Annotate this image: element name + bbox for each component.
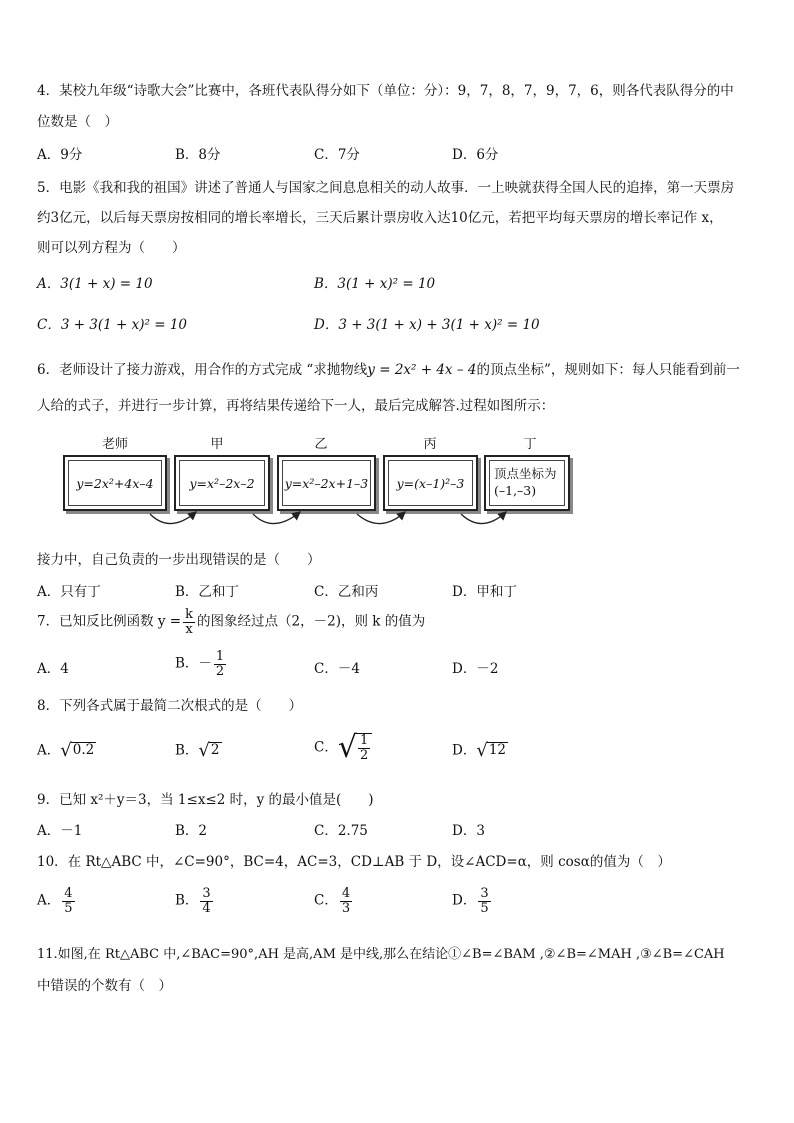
q8-option-c — [314, 730, 372, 765]
relay-formula-yi: y=x²–2x+1–3 — [282, 460, 371, 506]
q4-line1: 4．某校九年级“诗歌大会”比赛中，各班代表队得分如下（单位：分）：9，7，8，7，9，7，6，则各代表队得分的中 — [37, 83, 734, 99]
relay-name-teacher: 老师 — [101, 437, 128, 452]
q6-option-a: A．只有丁 — [37, 584, 101, 600]
relay-arrow-4 — [461, 512, 506, 524]
q6-option-b: B．乙和丁 — [175, 584, 239, 600]
q9-option-b: B．2 — [175, 823, 208, 839]
q10-option-a-num: 4 — [64, 886, 73, 901]
q10-option-d-num: 3 — [480, 886, 489, 901]
q7-option-b — [175, 650, 228, 678]
q10-option-a-den: 5 — [64, 900, 73, 916]
q7-option-a: A．4 — [37, 661, 69, 677]
q10-option-d-label: D． — [452, 892, 477, 909]
q6-parabola-equation: y = 2x² + 4x – 4 — [367, 362, 477, 378]
q10-option-c-den: 3 — [341, 900, 351, 916]
q6-question: 接力中，自己负责的一步出现错误的是（ ） — [37, 552, 321, 568]
q6-option-c: C．乙和丙 — [314, 584, 379, 600]
q10-option-c — [314, 887, 354, 915]
q10-option-b-num: 3 — [202, 886, 211, 901]
q8-option-c-label: C． — [314, 739, 338, 756]
q10-option-b-den: 4 — [202, 900, 211, 916]
q6-option-d: D．甲和丁 — [452, 584, 517, 600]
relay-name-yi: 乙 — [314, 437, 328, 452]
q9-option-d: D．3 — [452, 823, 485, 839]
relay-name-bing: 丙 — [423, 437, 437, 452]
q5-option-d: D．3 + 3(1 + x) + 3(1 + x)² = 10 — [314, 317, 540, 333]
q7-stem — [37, 608, 758, 636]
q8-option-b-label: B． — [175, 742, 199, 759]
q4-line2: 位数是（ ） — [37, 114, 118, 130]
q8-option-a — [37, 742, 96, 760]
q10-option-a — [37, 887, 77, 915]
q7-prefix: 7．已知反比例函数 y = — [37, 613, 182, 630]
q10-option-a-fraction — [62, 887, 74, 915]
q4-option-c: C．7分 — [314, 147, 360, 163]
q7-suffix: 的图象经过点（2，－2)，则 k 的值为 — [197, 613, 426, 630]
relay-arrow-1 — [150, 512, 196, 524]
q11-line1: 11.如图,在 Rt△ABC 中,∠BAC=90°,AH 是高,AM 是中线,那么在结论①∠B=∠BAM ,②∠B=∠MAH ,③∠B=∠CAH — [37, 947, 725, 962]
q8-option-d — [452, 742, 508, 760]
q10-option-c-num: 4 — [341, 886, 351, 901]
q7-option-b-prefix: B．－ — [175, 655, 212, 672]
q8-option-a-label: A． — [37, 742, 61, 759]
q10-option-a-label: A． — [37, 892, 61, 909]
q6-line2: 人给的式子，并进行一步计算，再将结果传递给下一人，最后完成解答.过程如图所示： — [37, 398, 555, 414]
q8-option-d-label: D． — [452, 742, 477, 759]
q7-option-d: D．－2 — [452, 661, 499, 677]
q7-option-b-den: 2 — [215, 663, 225, 679]
q8-option-d-arg: 12 — [488, 742, 506, 758]
q5-option-a: A．3(1 + x) = 10 — [37, 276, 153, 292]
relay-formula-teacher: y=2x²+4x–4 — [68, 460, 162, 506]
relay-formula-jia: y=x²–2x–2 — [179, 460, 265, 506]
relay-formula-bing: y=(x–1)²–3 — [388, 460, 473, 506]
q10-option-b-label: B． — [175, 892, 199, 909]
q4-option-b: B．8分 — [175, 147, 221, 163]
q9-option-a: A．－1 — [37, 823, 83, 839]
q8-option-c-sqrt: √ $\frac{1}{2}$ — [338, 733, 372, 763]
q5-line3: 则可以列方程为（ ） — [37, 240, 186, 256]
q9-stem: 9．已知 x²＋y＝3，当 1≤x≤2 时，y 的最小值是( ) — [37, 792, 374, 808]
q8-option-b — [175, 742, 222, 760]
q7-frac-num: k — [185, 607, 194, 622]
relay-arrow-3 — [357, 512, 405, 524]
q7-option-c: C．－4 — [314, 661, 360, 677]
q8-option-b-sqrt: √ 2 — [198, 740, 220, 761]
q8-option-c-arg — [356, 733, 372, 763]
q10-option-b — [175, 887, 215, 915]
q4-option-a: A．9分 — [37, 147, 83, 163]
q7-fraction — [183, 608, 195, 636]
relay-arrow-2 — [253, 512, 300, 524]
q6-line1 — [37, 362, 758, 378]
q10-option-b-fraction — [200, 887, 212, 915]
q8-option-a-arg: 0.2 — [72, 742, 95, 758]
q10-option-c-fraction — [340, 887, 352, 915]
relay-ding-line1: 顶点坐标为 — [494, 466, 557, 482]
q8-stem: 8．下列各式属于最简二次根式的是（ ） — [37, 698, 303, 714]
q5-option-b: B．3(1 + x)² = 10 — [314, 276, 436, 292]
q5-line2: 约3亿元，以后每天票房按相同的增长率增长，三天后累计票房收入达10亿元，若把平均每天票房的增长率记作 x， — [37, 210, 723, 226]
q6-line1-part-a: 6．老师设计了接力游戏，用合作的方式完成 “求抛物线 — [37, 362, 368, 378]
relay-name-jia: 甲 — [210, 437, 224, 452]
q7-option-b-fraction — [214, 650, 226, 678]
relay-name-ding: 丁 — [523, 437, 537, 452]
q5-line1: 5．电影《我和我的祖国》讲述了普通人与国家之间息息相关的动人故事．一上映就获得全国人民的追捧，第一天票房 — [37, 180, 735, 196]
relay-arrows — [0, 500, 794, 540]
q10-option-d-fraction — [478, 887, 490, 915]
q5-option-c: C．3 + 3(1 + x)² = 10 — [37, 317, 188, 333]
q11-line2: 中错误的个数有（ ） — [37, 978, 172, 994]
q10-option-d-den: 5 — [480, 900, 489, 916]
q8-option-c-den: 2 — [359, 747, 369, 763]
q7-option-b-num: 1 — [215, 649, 225, 664]
q4-option-d: D．6分 — [452, 147, 499, 163]
q7-frac-den: x — [185, 621, 193, 637]
q10-stem: 10．在 Rt△ABC 中，∠C=90°，BC=4，AC=3，CD⊥AB 于 D，设∠ACD=α，则 cosα的值为（ ） — [37, 854, 671, 870]
q8-option-c-num: 1 — [359, 733, 369, 748]
q9-option-c: C．2.75 — [314, 823, 368, 839]
q10-option-c-label: C． — [314, 892, 338, 909]
relay-ding-line2: (–1,–3) — [494, 483, 537, 498]
q8-option-b-arg: 2 — [210, 742, 220, 758]
q8-option-a-sqrt: √ 0.2 — [60, 740, 95, 761]
q8-option-d-sqrt: √ 12 — [476, 740, 506, 761]
q6-line1-part-b: 的顶点坐标”，规则如下：每人只能看到前一 — [476, 362, 740, 378]
q10-option-d — [452, 887, 493, 915]
